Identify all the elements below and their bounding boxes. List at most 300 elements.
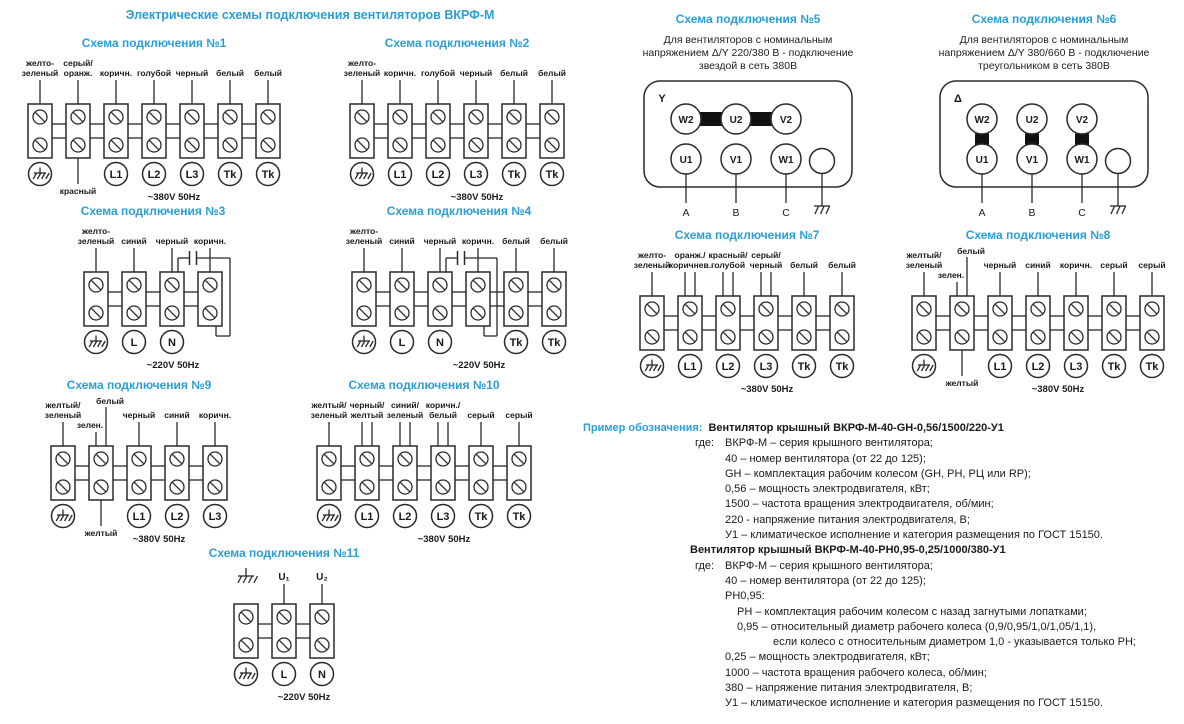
terminal-designation [989, 355, 1012, 378]
ground-terminal-icon [353, 331, 376, 354]
screw-terminal-icon [127, 278, 141, 292]
screw-terminal-icon [1145, 302, 1159, 316]
screw-terminal-icon [398, 480, 412, 494]
wire-color-label: голубой [420, 68, 456, 78]
screw-terminal-icon [33, 110, 47, 124]
designation-line: РН – комплектация рабочим колесом с назад загнутыми лопатками; [737, 605, 1087, 618]
screw-terminal-icon [993, 302, 1007, 316]
schema-9 [8, 378, 270, 548]
screw-terminal-icon [239, 610, 253, 624]
capacitor-icon [458, 251, 465, 265]
screw-terminal-icon [165, 278, 179, 292]
terminal-block [104, 104, 128, 158]
wire-color-label: зеленый [905, 260, 943, 270]
wire-color-label: белый [957, 246, 985, 256]
designation-example [583, 421, 1183, 712]
wire-color-label: зеленый [21, 68, 59, 78]
terminal-block [678, 296, 702, 350]
schema-2-title: Схема подключения №2 [384, 36, 530, 50]
screw-terminal-icon [431, 138, 445, 152]
terminal-block [160, 272, 184, 326]
wire-color-label: желто- [637, 250, 667, 260]
terminal-designation [311, 663, 334, 686]
description-line: треугольником в сеть 380В [978, 60, 1110, 72]
screw-terminal-icon [471, 306, 485, 320]
terminal-designation-label: L [398, 337, 406, 349]
wire-color-label: зеленый [633, 260, 671, 270]
screw-terminal-icon [395, 306, 409, 320]
wire-color-label: желто- [349, 226, 379, 236]
ground-icon [238, 568, 258, 583]
voltage-label: ~380V 50Hz [417, 534, 471, 545]
terminal-block [234, 604, 258, 658]
wire-color-label: коричн. [193, 236, 227, 246]
terminal-designation-label: L2 [147, 169, 161, 181]
screw-terminal-icon [759, 330, 773, 344]
terminal-block [388, 104, 412, 158]
ground-terminal-icon [29, 163, 52, 186]
schema-10-title: Схема подключения №10 [348, 378, 500, 392]
wire-color-label: зеленый [386, 410, 424, 420]
screw-terminal-icon [835, 302, 849, 316]
screw-terminal-icon [109, 110, 123, 124]
wire-color-label: красный [59, 186, 97, 196]
description-line: Для вентиляторов с номинальным [663, 34, 833, 46]
schema-10 [286, 378, 562, 548]
terminal-designation [1065, 355, 1088, 378]
designation-line: если колесо с относительным диаметром 1,0 - указывается только РН; [773, 636, 1136, 649]
terminal-designation-label: N [168, 337, 176, 349]
wire-color-label: красный/ [708, 250, 748, 260]
screw-terminal-icon [56, 452, 70, 466]
terminal-block [542, 272, 566, 326]
terminal-designation [470, 505, 493, 528]
motor-terminal-label: W1 [778, 155, 794, 166]
description-line: звездой в сеть 380В [698, 60, 798, 72]
terminal-block [469, 446, 493, 500]
terminal-block [165, 446, 189, 500]
terminal-block [504, 272, 528, 326]
screw-terminal-icon [547, 306, 561, 320]
capacitor-icon [190, 251, 197, 265]
screw-terminal-icon [132, 480, 146, 494]
screw-terminal-icon [147, 138, 161, 152]
where-label: где: [695, 559, 715, 572]
designation-line: РН0,95: [725, 590, 765, 603]
terminal-designation [105, 163, 128, 186]
motor-terminal-label: V2 [1075, 115, 1089, 126]
phase-label: C [1078, 207, 1086, 219]
motor-terminal [1017, 104, 1047, 134]
screw-terminal-icon [645, 330, 659, 344]
screw-terminal-icon [547, 278, 561, 292]
wire-color-label: белый [790, 260, 818, 270]
schema-6-description [906, 34, 1182, 73]
terminal-designation-label: Tk [261, 169, 275, 181]
screw-terminal-icon [509, 306, 523, 320]
terminal-designation [505, 331, 528, 354]
screw-terminal-icon [1107, 302, 1121, 316]
designation-line: GH – комплектация рабочим колесом (GH, PH, РЦ или RP); [725, 467, 1031, 480]
screw-terminal-icon [797, 302, 811, 316]
schema-1 [18, 36, 290, 206]
ground-terminal-icon [52, 505, 75, 528]
terminal-designation-label: L1 [993, 361, 1007, 373]
screw-terminal-icon [315, 638, 329, 652]
wire-color-label: зелен. [76, 420, 104, 430]
schema-7-title: Схема подключения №7 [674, 228, 820, 242]
wire-color-label: коричн./ [425, 400, 461, 410]
page-title: Электрические схемы подключения вентиляторов ВКРФ-М [125, 8, 495, 22]
wire-color-label: желто- [25, 58, 55, 68]
schema-6-title: Схема подключения №6 [971, 12, 1117, 26]
terminal-designation-label: Tk [835, 361, 849, 373]
terminal-designation-label: L2 [431, 169, 445, 181]
terminal-designation [831, 355, 854, 378]
screw-terminal-icon [393, 138, 407, 152]
designation-line: 1500 – частота вращения электродвигателя, об/мин; [725, 498, 994, 511]
screw-terminal-icon [507, 138, 521, 152]
screw-terminal-icon [261, 138, 275, 152]
terminal-designation [257, 163, 280, 186]
terminal-designation-label: L1 [683, 361, 697, 373]
motor-terminal-label: U1 [679, 155, 693, 166]
wire-color-label: белый [828, 260, 856, 270]
wire-color-label: зелен. [937, 270, 965, 280]
screw-terminal-icon [132, 452, 146, 466]
terminal-designation-label: L [280, 669, 288, 681]
screw-terminal-icon [208, 480, 222, 494]
wire-color-label: белый [96, 396, 124, 406]
terminal-designation-label: L3 [469, 169, 483, 181]
motor-terminal-label: W1 [1074, 155, 1090, 166]
terminal-block [198, 272, 222, 326]
screw-terminal-icon [917, 302, 931, 316]
wire-color-label: зеленый [343, 68, 381, 78]
wire-color-label: серый [1100, 260, 1128, 270]
motor-terminal-label: U2 [729, 115, 743, 126]
terminal-block [352, 272, 376, 326]
wire-color-label: желтый [350, 410, 384, 420]
screw-terminal-icon [56, 480, 70, 494]
screw-terminal-icon [322, 452, 336, 466]
screw-terminal-icon [683, 302, 697, 316]
terminal-designation-label: L1 [132, 511, 146, 523]
screw-terminal-icon [509, 278, 523, 292]
terminal-designation-label: Tk [545, 169, 559, 181]
terminal-block [716, 296, 740, 350]
screw-terminal-icon [507, 110, 521, 124]
terminal-designation [123, 331, 146, 354]
wire-color-label: синий [121, 236, 147, 246]
terminal-designation [204, 505, 227, 528]
terminal-block [28, 104, 52, 158]
schema-4 [326, 204, 592, 374]
schema-8-title: Схема подключения №8 [965, 228, 1111, 242]
wire-color-label: черный [175, 68, 209, 78]
voltage-label: ~220V 50Hz [452, 360, 506, 371]
voltage-label: ~380V 50Hz [740, 384, 794, 395]
voltage-label: ~380V 50Hz [132, 534, 186, 545]
motor-terminal [1017, 144, 1047, 174]
terminal-block [507, 446, 531, 500]
screw-terminal-icon [436, 452, 450, 466]
terminal-designation-label: Tk [512, 511, 526, 523]
wire-color-label: синий [1025, 260, 1051, 270]
screw-terminal-icon [512, 452, 526, 466]
terminal-designation [432, 505, 455, 528]
terminal-block [355, 446, 379, 500]
terminal-block [218, 104, 242, 158]
screw-terminal-icon [1069, 302, 1083, 316]
schema-5-diagram [608, 75, 888, 225]
terminal-designation-label: Tk [474, 511, 488, 523]
terminal-block [431, 446, 455, 500]
winding-symbol: Y [658, 93, 666, 105]
screw-terminal-icon [277, 610, 291, 624]
terminal-block [122, 272, 146, 326]
screw-terminal-icon [645, 302, 659, 316]
screw-terminal-icon [955, 302, 969, 316]
terminal-designation [273, 663, 296, 686]
designation-example-label: Пример обозначения: [583, 422, 703, 434]
motor-terminal-label: U2 [1025, 115, 1039, 126]
ground-terminal-icon [85, 331, 108, 354]
motor-terminal-label: W2 [678, 115, 694, 126]
ground-icon [1110, 206, 1126, 214]
terminal-designation [429, 331, 452, 354]
screw-terminal-icon [71, 138, 85, 152]
terminal-designation [389, 163, 412, 186]
terminal-top-label: U₂ [316, 572, 328, 583]
terminal-block [393, 446, 417, 500]
wire-color-label: серый [467, 410, 495, 420]
description-line: напряжением Δ/Y 380/660 В - подключение [938, 47, 1150, 59]
description-line: Для вентиляторов с номинальным [959, 34, 1129, 46]
schema-7-diagram [602, 246, 892, 398]
terminal-designation [143, 163, 166, 186]
screw-terminal-icon [433, 278, 447, 292]
screw-terminal-icon [355, 138, 369, 152]
terminal-designation [508, 505, 531, 528]
wire-color-label: зеленый [44, 410, 82, 420]
screw-terminal-icon [223, 110, 237, 124]
terminal-designation [793, 355, 816, 378]
terminal-designation [427, 163, 450, 186]
designation-line: 220 - напряжение питания электродвигателя, В; [725, 513, 970, 526]
terminal-block [426, 104, 450, 158]
screw-terminal-icon [474, 452, 488, 466]
designation-example-header [583, 421, 1183, 436]
terminal-block [256, 104, 280, 158]
voltage-label: ~220V 50Hz [277, 692, 331, 703]
motor-terminal-label: V1 [729, 155, 743, 166]
wire-color-label: оранж. [63, 68, 93, 78]
schema-11 [152, 546, 416, 714]
winding-symbol: Δ [954, 93, 962, 105]
wire-color-label: серый [505, 410, 533, 420]
terminal-block [142, 104, 166, 158]
terminal-designation [1141, 355, 1164, 378]
terminal-designation [503, 163, 526, 186]
motor-terminal [771, 104, 801, 134]
screw-terminal-icon [1107, 330, 1121, 344]
screw-terminal-icon [147, 110, 161, 124]
terminal-designation [717, 355, 740, 378]
schema-5-description [608, 34, 888, 73]
terminal-designation-label: L3 [436, 511, 450, 523]
bridge-bar [699, 112, 723, 126]
schema-3-title: Схема подключения №3 [80, 204, 226, 218]
screw-terminal-icon [436, 480, 450, 494]
schema-8-diagram [893, 246, 1183, 398]
screw-terminal-icon [1145, 330, 1159, 344]
terminal-block [988, 296, 1012, 350]
description-line: напряжением Δ/Y 220/380 В - подключение [642, 47, 854, 59]
terminal-designation-label: Tk [1145, 361, 1159, 373]
screw-terminal-icon [469, 138, 483, 152]
terminal-designation [755, 355, 778, 378]
terminal-designation [1103, 355, 1126, 378]
designation-line: У1 – климатическое исполнение и категория размещения по ГОСТ 15150. [725, 529, 1103, 542]
terminal-designation [128, 505, 151, 528]
motor-terminal-label: V1 [1025, 155, 1039, 166]
ground-terminal-icon [641, 355, 664, 378]
terminal-block [272, 604, 296, 658]
screw-terminal-icon [109, 138, 123, 152]
designation-line: 1000 – частота вращения рабочего колеса, об/мин; [725, 666, 987, 679]
designation-line: 0,25 – мощность электродвигателя, кВт; [725, 651, 930, 664]
wire-color-label: белый [216, 68, 244, 78]
screw-terminal-icon [89, 306, 103, 320]
screw-terminal-icon [322, 480, 336, 494]
designation-line: 0,56 – мощность электродвигателя, кВт; [725, 483, 930, 496]
terminal-designation-label: L3 [185, 169, 199, 181]
wire-color-label: желто- [81, 226, 111, 236]
wire-color-label: черный [459, 68, 493, 78]
terminal-designation [394, 505, 417, 528]
terminal-block [310, 604, 334, 658]
terminal-designation [541, 163, 564, 186]
screw-terminal-icon [185, 138, 199, 152]
wire-color-label: коричн. [383, 68, 417, 78]
wire-color-label: коричн. [1059, 260, 1093, 270]
bridge-bar [749, 112, 773, 126]
wire-color-label: серый/ [63, 58, 93, 68]
schema-3-diagram [28, 222, 278, 374]
terminal-block [180, 104, 204, 158]
terminal-designation-label: Tk [223, 169, 237, 181]
screw-terminal-icon [993, 330, 1007, 344]
screw-terminal-icon [223, 138, 237, 152]
wire-color-label: желтый [945, 378, 979, 388]
terminal-block [428, 272, 452, 326]
screw-terminal-icon [185, 110, 199, 124]
terminal-designation-label: L2 [398, 511, 412, 523]
screw-terminal-icon [165, 306, 179, 320]
designation-line [695, 559, 1183, 574]
screw-terminal-icon [835, 330, 849, 344]
wire-color-label: черный [749, 260, 783, 270]
screw-terminal-icon [127, 306, 141, 320]
terminal-block [203, 446, 227, 500]
wire-color-label: коричн. [198, 410, 232, 420]
schema-1-diagram [18, 54, 290, 206]
screw-terminal-icon [1069, 330, 1083, 344]
motor-terminal [721, 144, 751, 174]
terminal-designation-label: L2 [170, 511, 184, 523]
screw-terminal-icon [261, 110, 275, 124]
terminal-designation-label: L [130, 337, 138, 349]
wire-color-label: желтый/ [45, 400, 81, 410]
terminal-designation-label: L1 [360, 511, 374, 523]
screw-terminal-icon [469, 110, 483, 124]
ground-terminal-icon [913, 355, 936, 378]
wire-color-label: черный [983, 260, 1017, 270]
phase-label: B [732, 207, 740, 219]
schema-3 [28, 204, 278, 374]
wire-color-label: черный [155, 236, 189, 246]
motor-terminal [1067, 144, 1097, 174]
screw-terminal-icon [94, 480, 108, 494]
screw-terminal-icon [33, 138, 47, 152]
wire-color-label: голубой [136, 68, 172, 78]
wire-color-label: серый [1138, 260, 1166, 270]
terminal-block [540, 104, 564, 158]
screw-terminal-icon [512, 480, 526, 494]
terminal-block [1140, 296, 1164, 350]
screw-terminal-icon [1031, 330, 1045, 344]
motor-terminal [671, 144, 701, 174]
terminal-designation [219, 163, 242, 186]
schema-9-title: Схема подключения №9 [66, 378, 212, 392]
screw-terminal-icon [277, 638, 291, 652]
ground-terminal-icon [235, 663, 258, 686]
ground-terminal [1106, 149, 1131, 174]
terminal-designation-label: L1 [393, 169, 407, 181]
terminal-block [390, 272, 414, 326]
screw-terminal-icon [759, 302, 773, 316]
terminal-block [89, 446, 113, 500]
wire-color-label: белый [429, 410, 457, 420]
wire-color-label: коричн. [461, 236, 495, 246]
fan-designation-title: Вентилятор крышный ВКРФ-М-40-GH-0,56/1500/220-У1 [708, 422, 1004, 434]
terminal-designation [181, 163, 204, 186]
schema-8 [893, 228, 1183, 398]
screw-terminal-icon [239, 638, 253, 652]
schema-4-title: Схема подключения №4 [386, 204, 532, 218]
designation-line: 380 – напряжение питания электродвигателя, В; [725, 682, 973, 695]
terminal-designation-label: Tk [507, 169, 521, 181]
terminal-designation-label: L3 [208, 511, 222, 523]
screw-terminal-icon [170, 480, 184, 494]
terminal-designation [161, 331, 184, 354]
terminal-designation-label: Tk [797, 361, 811, 373]
phase-label: C [782, 207, 790, 219]
terminal-block [792, 296, 816, 350]
wire-color-label: голубой [710, 260, 746, 270]
fan-designation-title: Вентилятор крышный ВКРФ-М-40-РН0,95-0,25/1000/380-У1 [690, 544, 1006, 557]
ground-terminal [810, 149, 835, 174]
voltage-label: ~380V 50Hz [450, 192, 504, 203]
screw-terminal-icon [433, 306, 447, 320]
terminal-designation-label: L3 [1069, 361, 1083, 373]
phase-label: A [682, 207, 690, 219]
designation-line-text: ВКРФ-М – серия крышного вентилятора; [725, 559, 933, 572]
wire-color-label: зеленый [310, 410, 348, 420]
terminal-block [1064, 296, 1088, 350]
schema-7 [602, 228, 892, 398]
